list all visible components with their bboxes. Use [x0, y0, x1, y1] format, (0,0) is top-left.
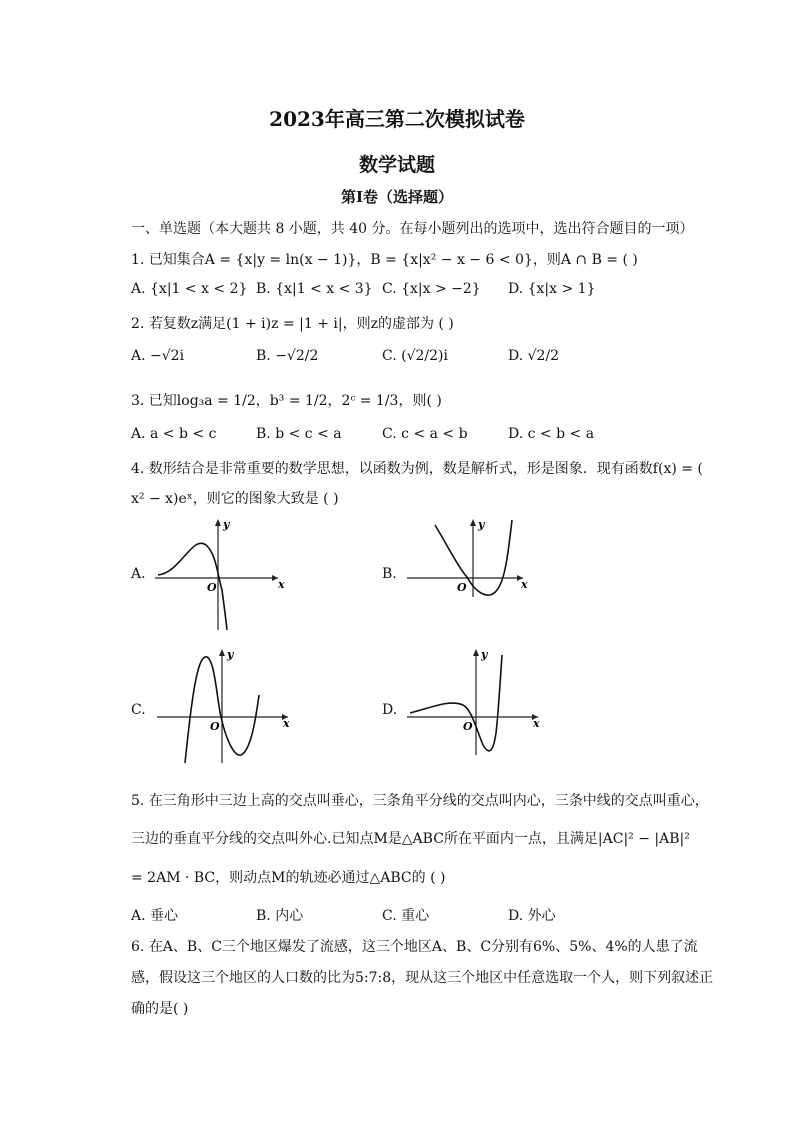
- graph-a-x-label: x: [278, 578, 285, 591]
- graph-a-y-label: y: [223, 518, 230, 531]
- graph-d-origin: O: [463, 720, 473, 733]
- graph-d-label: D.: [382, 702, 398, 718]
- question-1-option-b: B. {x|1 < x < 3}: [256, 281, 373, 297]
- graph-a-label: A.: [131, 566, 146, 582]
- graph-b-y-label: y: [478, 518, 485, 531]
- question-6-line-3: 确的是( ): [131, 1001, 189, 1017]
- question-3-stem: 3. 已知log₃a = 1/2，b³ = 1/2，2ᶜ = 1/3，则( ): [131, 393, 442, 409]
- graph-d-y-label: y: [481, 648, 488, 661]
- question-6-line-2: 感，假设这三个地区的人口数的比为5:7:8，现从这三个地区中任意选取一个人，则下列叙述正: [131, 970, 714, 986]
- graph-d-x-label: x: [533, 717, 540, 730]
- question-5-option-a: A. 垂心: [131, 908, 179, 924]
- question-2-stem: 2. 若复数z满足(1 + i)z = |1 + i|，则z的虚部为 ( ): [131, 316, 454, 332]
- question-1-option-c: C. {x|x > −2}: [382, 281, 481, 297]
- graph-d: [405, 645, 545, 760]
- question-5-option-b: B. 内心: [256, 908, 304, 924]
- question-1-option-d: D. {x|x > 1}: [508, 281, 596, 297]
- graph-b: [405, 515, 530, 600]
- question-2-option-d: D. √2/2: [508, 348, 560, 364]
- graph-a-origin: O: [207, 581, 217, 594]
- question-3-option-a: A. a < b < c: [131, 426, 217, 442]
- question-4-line-2: x² − x)eˣ，则它的图象大致是 ( ): [131, 491, 339, 507]
- graph-c-label: C.: [131, 702, 146, 718]
- question-4-line-1: 4. 数形结合是非常重要的数学思想，以函数为例，数是解析式，形是图象．现有函数f(x) = (: [131, 461, 703, 477]
- question-3-option-d: D. c < b < a: [508, 426, 595, 442]
- graph-c-x-label: x: [283, 717, 290, 730]
- question-3-option-c: C. c < a < b: [382, 426, 468, 442]
- question-3-option-b: B. b < c < a: [256, 426, 342, 442]
- graph-c-y-label: y: [227, 648, 234, 661]
- question-5-option-d: D. 外心: [508, 908, 556, 924]
- question-5-option-c: C. 重心: [382, 908, 430, 924]
- graph-b-label: B.: [382, 566, 397, 582]
- question-5-line-1: 5. 在三角形中三边上高的交点叫垂心，三条角平分线的交点叫内心，三条中线的交点叫重心，: [131, 793, 709, 809]
- graph-b-x-label: x: [521, 578, 528, 591]
- question-1-stem: 1. 已知集合A = {x|y = ln(x − 1)}，B = {x|x² − x − 6 < 0}，则A ∩ B = ( ): [131, 252, 638, 268]
- question-2-option-b: B. −√2/2: [256, 348, 319, 364]
- graph-c: [155, 645, 295, 765]
- section-heading: 一、单选题（本大题共 8 小题，共 40 分。在每小题列出的选项中，选出符合题目的一项）: [131, 221, 694, 237]
- page-title: 2023年高三第二次模拟试卷: [269, 107, 525, 131]
- question-5-line-3: = 2AM · BC，则动点M的轨迹必通过△ABC的 ( ): [131, 870, 446, 886]
- question-6-line-1: 6. 在A、B、C三个地区爆发了流感，这三个地区A、B、C分别有6%、5%、4%的人患了流: [131, 939, 698, 955]
- question-2-option-c: C. (√2/2)i: [382, 348, 448, 364]
- graph-b-origin: O: [457, 581, 467, 594]
- part-heading: 第I卷（选择题）: [340, 188, 454, 206]
- graph-c-origin: O: [210, 720, 220, 733]
- page-subtitle: 数学试题: [358, 154, 435, 176]
- question-2-option-a: A. −√2i: [131, 348, 185, 364]
- question-5-line-2: 三边的垂直平分线的交点叫外心.已知点M是△ABC所在平面内一点，且满足|AC|² − |AB|²: [131, 831, 690, 847]
- graph-a: [150, 515, 290, 633]
- question-1-option-a: A. {x|1 < x < 2}: [131, 281, 248, 297]
